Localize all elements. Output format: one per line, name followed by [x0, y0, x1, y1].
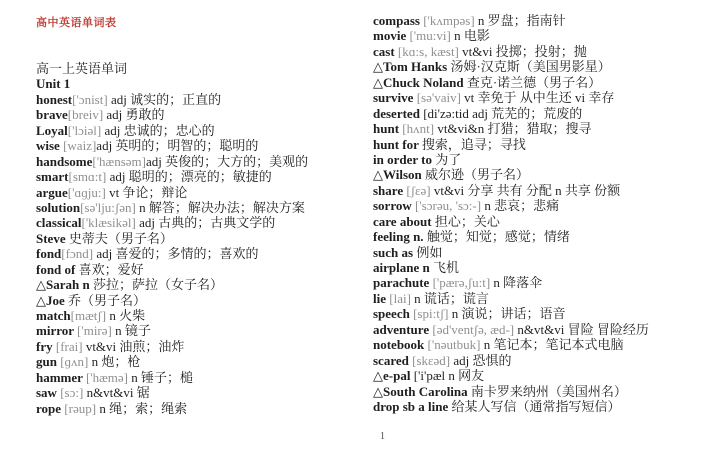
entry-word: handsome: [36, 153, 93, 169]
entry-word: classical: [36, 215, 82, 231]
entry-phonetic: [ɡʌn]: [60, 354, 89, 370]
entry-phonetic: [skɛəd]: [412, 352, 451, 368]
vocab-entry: parachute ['pærə,ʃu:t] n 降落伞: [373, 275, 543, 291]
entry-word: fry: [36, 338, 56, 354]
entry-word: such as: [373, 244, 417, 260]
entry-word: brave: [36, 107, 68, 123]
entry-word: parachute: [373, 275, 433, 291]
vocab-entry: honest['ɔnist] adj 诚实的；正直的: [36, 91, 222, 107]
vocab-entry: fry [frai] vt&vi 油煎；油炸: [36, 338, 185, 354]
entry-word: match: [36, 308, 71, 323]
vocab-entry: cast [kɑ:s, kæst] vt&vi 投掷；投射；抛: [373, 43, 587, 59]
entry-word: △Wilson: [373, 167, 426, 183]
vocab-entry: sorrow ['sɔrəu, 'sɔ:-] n 悲哀；悲痛: [373, 198, 560, 214]
vocab-entry: compass ['kʌmpəs] n 罗盘；指南针: [373, 13, 566, 28]
vocab-entry: saw [sɔ:] n&vt&vi 锯: [36, 385, 150, 401]
entry-phonetic: [kɑ:s, kæst]: [397, 43, 459, 59]
entry-phonetic: [ʃɛə]: [406, 182, 431, 198]
left-entries-list: [36, 92, 308, 416]
entry-phonetic: [əd'ventʃə, æd-]: [432, 321, 515, 337]
entry-word: gun: [36, 354, 61, 370]
right-entries-list: [373, 13, 649, 414]
entry-phonetic: [sə'vaiv]: [416, 90, 461, 106]
vocab-entry: drop sb a line 给某人写信（通常指写短信）: [373, 398, 621, 414]
entry-phonetic: ['ɔnist]: [72, 91, 108, 107]
entry-word: feeling n.: [373, 229, 427, 245]
entry-word: compass: [373, 13, 424, 28]
entry-phonetic: ['pærə,ʃu:t]: [432, 275, 491, 291]
vocab-entry: handsome['hænsəm]adj 英俊的；大方的；美观的: [36, 153, 309, 169]
entry-phonetic: [smɑ:t]: [68, 169, 107, 185]
entry-word: care about: [373, 213, 435, 229]
vocab-entry: △Tom Hanks 汤姆·汉克斯（美国男影星）: [373, 59, 611, 75]
vocab-entry: scared [skɛəd] adj 恐惧的: [373, 352, 512, 368]
entry-phonetic: ['hænsəm]: [92, 153, 146, 169]
entry-word: fond of: [36, 261, 79, 277]
entry-word: lie: [373, 290, 390, 306]
vocab-entry: Loyal['lɔiəl] adj 忠诚的；忠心的: [36, 122, 215, 138]
vocab-entry: argue['ɑɡju:] vt 争论；辩论: [36, 184, 188, 200]
entry-word: mirror: [36, 323, 78, 339]
vocab-entry: △South Carolina 南卡罗来纳州（美国州名）: [373, 383, 627, 399]
vocab-entry: hunt [hʌnt] vt&vi&n 打猎；猎取；搜寻: [373, 121, 592, 137]
vocab-entry: in order to 为了: [373, 151, 462, 167]
vocab-entry: fond[fɔnd] adj 喜爱的；多情的；喜欢的: [36, 246, 259, 262]
entry-phonetic: ['sɔrəu, 'sɔ:-]: [415, 198, 482, 214]
entry-word: rope: [36, 400, 65, 416]
entry-phonetic: ['lɔiəl]: [67, 122, 102, 138]
entry-word: △e-pal: [373, 368, 414, 384]
entry-word: movie: [373, 28, 410, 44]
entry-word: hunt: [373, 121, 403, 137]
vocab-entry: gun [ɡʌn] n 炮；枪: [36, 354, 141, 370]
vocab-entry: deserted [di'zə:tid adj 荒芜的；荒废的: [373, 105, 583, 121]
section-heading: 高一上英语单词: [36, 61, 128, 76]
entry-phonetic: ['nəutbuk]: [427, 337, 481, 353]
entry-word: sorrow: [373, 198, 416, 214]
vocab-entry: movie ['mu:vi] n 电影: [373, 28, 490, 44]
entry-phonetic: [mætʃ]: [70, 308, 107, 323]
unit-heading: Unit 1: [36, 76, 71, 92]
entry-word: △Chuck Noland: [373, 74, 467, 90]
entry-word: △South Carolina: [373, 383, 471, 399]
vocab-entry: hunt for 搜索，追寻；寻找: [373, 136, 526, 152]
entry-word: honest: [36, 91, 73, 107]
entry-word: airplane n: [373, 260, 433, 275]
entry-word: solution: [36, 199, 81, 215]
vocab-entry: wise [waiz]adj 英明的；明智的；聪明的: [36, 138, 259, 154]
entry-word: notebook: [373, 337, 428, 353]
entry-word: drop sb a line: [373, 398, 452, 414]
entry-phonetic: ['ɑɡju:]: [67, 184, 106, 200]
page-number: 1: [380, 431, 385, 442]
vocab-entry: feeling n. 触觉；知觉；感觉；情绪: [373, 229, 570, 245]
entry-word: adventure: [373, 321, 433, 337]
vocab-entry: adventure [əd'ventʃə, æd-] n&vt&vi 冒险 冒险经历: [373, 321, 649, 337]
entry-word: △Tom Hanks: [373, 59, 451, 75]
entry-word: argue: [36, 184, 68, 200]
entry-word: saw: [36, 385, 61, 401]
entry-phonetic: [spi:tʃ]: [413, 306, 449, 322]
vocab-entry: survive [sə'vaiv] vt 幸免于 从中生还 vi 幸存: [373, 90, 615, 106]
left-column: [36, 61, 308, 416]
entry-phonetic: ['mirə]: [77, 323, 112, 339]
vocab-entry: such as 例如: [373, 244, 443, 260]
entry-word: in order to: [373, 151, 436, 167]
entry-word: scared: [373, 352, 413, 368]
entry-word: survive: [373, 90, 417, 106]
vocab-entry: classical['klæsikəl] adj 古典的；古典文学的: [36, 215, 276, 231]
vocab-entry: speech [spi:tʃ] n 演说；讲话；语音: [373, 306, 566, 322]
vocab-entry: smart[smɑ:t] adj 聪明的；漂亮的；敏捷的: [36, 169, 272, 185]
entry-word: share: [373, 182, 407, 198]
vocab-entry: △Wilson 威尔逊（男子名）: [373, 167, 530, 183]
vocab-entry: notebook ['nəutbuk] n 笔记本；笔记本式电脑: [373, 337, 624, 353]
entry-phonetic: [fɔnd]: [61, 246, 94, 262]
vocab-entry: care about 担心；关心: [373, 213, 500, 229]
entry-word: wise: [36, 138, 64, 154]
entry-phonetic: [waiz]: [63, 138, 97, 154]
vocab-entry: mirror ['mirə] n 镜子: [36, 323, 151, 339]
vocab-entry: lie [lai] n 谎话；谎言: [373, 290, 489, 306]
vocab-entry: △Chuck Noland 查克·诺兰德（男子名）: [373, 74, 602, 90]
entry-word: △Joe: [36, 292, 69, 308]
entry-word: cast: [373, 43, 398, 59]
entry-word: fond: [36, 246, 62, 262]
vocab-entry: △Joe 乔（男子名）: [36, 292, 147, 308]
entry-word: deserted: [373, 105, 424, 121]
vocab-entry: Steve 史蒂夫（男子名）: [36, 230, 173, 246]
vocab-entry: brave[breiv] adj 勇敢的: [36, 107, 165, 123]
vocab-entry: solution[sə'lju:ʃən] n 解答；解决办法；解决方案: [36, 199, 305, 215]
entry-phonetic: [sə'lju:ʃən]: [80, 199, 136, 215]
vocab-entry: hammer ['hæmə] n 锤子；槌: [36, 369, 194, 385]
entry-phonetic: ['kʌmpəs]: [423, 13, 475, 28]
entry-word: hunt for: [373, 136, 422, 152]
vocab-entry: fond of 喜欢；爱好: [36, 261, 144, 277]
vocab-entry: airplane n 飞机: [373, 260, 459, 275]
entry-phonetic: [breiv]: [67, 107, 104, 123]
entry-phonetic: ['klæsikəl]: [81, 215, 136, 231]
entry-phonetic: ['mu:vi]: [409, 28, 451, 44]
entry-phonetic: [hʌnt]: [402, 121, 435, 137]
entry-word: smart: [36, 169, 69, 185]
entry-phonetic: [rəup]: [64, 400, 97, 416]
vocab-entry: match[mætʃ] n 火柴: [36, 308, 146, 323]
vocab-entry: △Sarah n 莎拉；萨拉（女子名）: [36, 277, 223, 293]
entry-phonetic: [lai]: [389, 290, 411, 306]
right-column: [373, 13, 649, 414]
entry-phonetic: ['hæmə]: [85, 369, 129, 385]
entry-word: Loyal: [36, 122, 68, 138]
entry-word: Steve: [36, 230, 69, 246]
entry-phonetic: [sɔ:]: [60, 385, 84, 401]
vocab-entry: rope [rəup] n 绳；索；绳索: [36, 400, 188, 416]
entry-phonetic: [frai]: [55, 338, 83, 354]
vocab-entry: △e-pal ['i'pæl n 网友: [373, 368, 485, 384]
entry-word: △Sarah n: [36, 277, 93, 293]
entry-word: speech: [373, 306, 414, 322]
vocab-entry: share [ʃɛə] vt&vi 分享 共有 分配 n 共享 份额: [373, 182, 621, 198]
entry-word: hammer: [36, 369, 86, 385]
doc-title: 高中英语单词表: [36, 17, 117, 29]
